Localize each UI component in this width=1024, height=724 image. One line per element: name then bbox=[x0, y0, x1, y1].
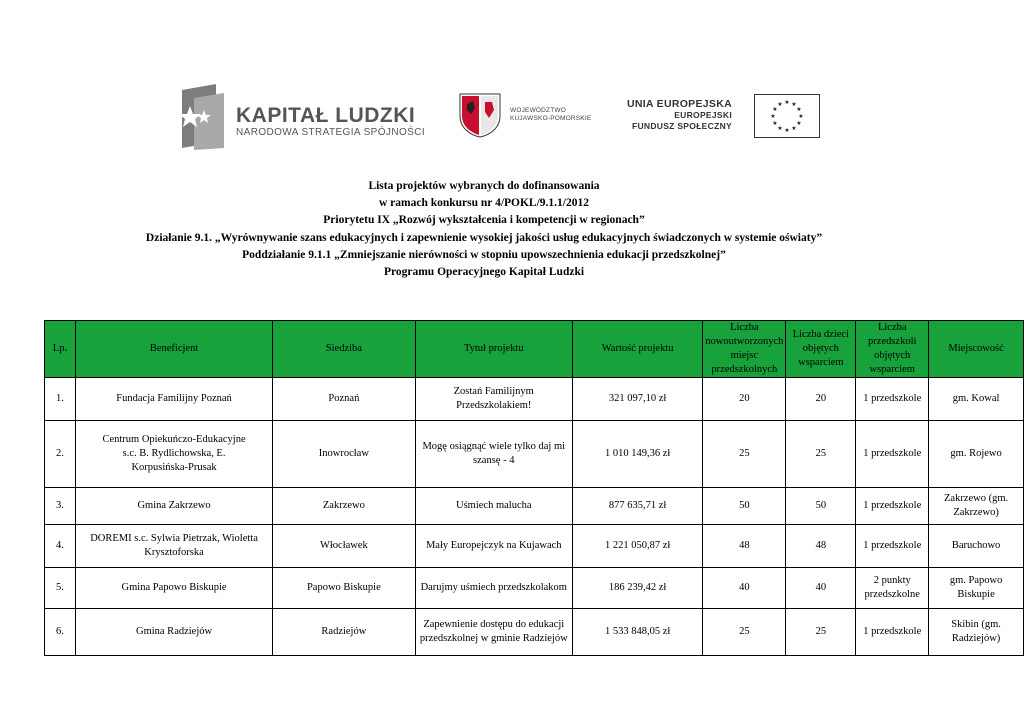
svg-text:★: ★ bbox=[798, 113, 804, 120]
cell-beneficjent: Gmina Papowo Biskupie bbox=[75, 568, 272, 609]
col-header-tytul: Tytuł projektu bbox=[415, 321, 572, 378]
header-line-2: w ramach konkursu nr 4/POKL/9.1.1/2012 bbox=[378, 197, 589, 210]
svg-text:★: ★ bbox=[784, 127, 790, 134]
cell-przedszkoli: 1 przedszkole bbox=[856, 378, 929, 421]
table-row bbox=[45, 421, 1024, 488]
cell-tytul: Mały Europejczyk na Kujawach bbox=[415, 525, 572, 568]
col-header-miejsca: Liczba nowoutworzonych miejsc przedszkolnych bbox=[703, 321, 786, 378]
col-header-beneficjent: Beneficjent bbox=[75, 321, 272, 378]
cell-beneficjent: Gmina Radziejów bbox=[75, 609, 272, 656]
cell-przedszkoli: 1 przedszkole bbox=[856, 421, 929, 488]
eu-stars-flag-icon bbox=[754, 94, 820, 138]
kapital-ludzki-logo bbox=[172, 84, 426, 150]
cell-tytul: Uśmiech malucha bbox=[415, 488, 572, 525]
cell-dzieci: 20 bbox=[786, 378, 856, 421]
cell-lp: 6. bbox=[45, 609, 76, 656]
cell-wartosc: 1 010 149,36 zł bbox=[572, 421, 702, 488]
cell-lp: 1. bbox=[45, 378, 76, 421]
col-header-przedszkoli: Liczba przedszkoli objętych wsparciem bbox=[856, 321, 929, 378]
cell-wartosc: 321 097,10 zł bbox=[572, 378, 702, 421]
svg-text:★: ★ bbox=[796, 106, 802, 113]
document-header bbox=[0, 178, 968, 281]
cell-miejscowosc: Zakrzewo (gm. Zakrzewo) bbox=[929, 488, 1024, 525]
eu-line3: FUNDUSZ SPOŁECZNY bbox=[631, 120, 732, 131]
cell-miejsca: 25 bbox=[703, 609, 786, 656]
kapital-ludzki-title: KAPITAŁ LUDZKI bbox=[236, 104, 416, 127]
table-row bbox=[45, 525, 1024, 568]
cell-dzieci: 50 bbox=[786, 488, 856, 525]
cell-dzieci: 25 bbox=[786, 609, 856, 656]
cell-miejscowosc: gm. Rojewo bbox=[929, 421, 1024, 488]
table-row bbox=[45, 488, 1024, 525]
col-header-siedziba: Siedziba bbox=[273, 321, 415, 378]
cell-miejsca: 20 bbox=[703, 378, 786, 421]
region-logo bbox=[458, 92, 598, 140]
cell-przedszkoli: 2 punkty przedszkolne bbox=[856, 568, 929, 609]
cell-wartosc: 1 221 050,87 zł bbox=[572, 525, 702, 568]
svg-text:★: ★ bbox=[777, 101, 783, 108]
kujawsko-pomorskie-crest-icon bbox=[458, 92, 502, 138]
cell-przedszkoli: 1 przedszkole bbox=[856, 525, 929, 568]
cell-beneficjent: Centrum Opiekuńczo-Edukacyjne s.c. B. Rydlichowska, E. Korpusińska-Prusak bbox=[75, 421, 272, 488]
col-header-miejscowosc: Miejscowość bbox=[929, 321, 1024, 378]
svg-text:★: ★ bbox=[770, 113, 776, 120]
cell-siedziba: Papowo Biskupie bbox=[273, 568, 415, 609]
cell-dzieci: 25 bbox=[786, 421, 856, 488]
cell-przedszkoli: 1 przedszkole bbox=[856, 488, 929, 525]
cell-miejsca: 40 bbox=[703, 568, 786, 609]
cell-lp: 3. bbox=[45, 488, 76, 525]
cell-tytul: Zostań Familijnym Przedszkolakiem! bbox=[415, 378, 572, 421]
cell-siedziba: Zakrzewo bbox=[273, 488, 415, 525]
cell-dzieci: 40 bbox=[786, 568, 856, 609]
cell-siedziba: Inowrocław bbox=[273, 421, 415, 488]
cell-lp: 2. bbox=[45, 421, 76, 488]
header-line-3: Priorytetu IX „Rozwój wykształcenia i kompetencji w regionach” bbox=[323, 214, 645, 227]
cell-przedszkoli: 1 przedszkole bbox=[856, 609, 929, 656]
cell-siedziba: Włocławek bbox=[273, 525, 415, 568]
col-header-dzieci: Liczba dzieci objętych wsparciem bbox=[786, 321, 856, 378]
table-row bbox=[45, 378, 1024, 421]
header-line-1: Lista projektów wybranych do dofinansowania bbox=[368, 180, 600, 192]
svg-text:★: ★ bbox=[772, 106, 778, 113]
cell-miejscowosc: gm. Papowo Biskupie bbox=[929, 568, 1024, 609]
cell-miejsca: 50 bbox=[703, 488, 786, 525]
header-line-4: Działanie 9.1. „Wyrównywanie szans edukacyjnych i zapewnienie wysokiej jakości usług edukacyjnych świadczonych w systemie oświaty” bbox=[145, 231, 823, 244]
header-line-6: Programu Operacyjnego Kapitał Ludzki bbox=[383, 266, 585, 279]
cell-miejscowosc: Skibin (gm. Radziejów) bbox=[929, 609, 1024, 656]
cell-wartosc: 1 533 848,05 zł bbox=[572, 609, 702, 656]
cell-beneficjent: Fundacja Familijny Poznań bbox=[75, 378, 272, 421]
svg-text:★: ★ bbox=[777, 125, 783, 132]
header-line-5: Poddziałanie 9.1.1 „Zmniejszanie nierówności w stopniu upowszechnienia edukacji przedszkolnej” bbox=[242, 248, 726, 261]
cell-wartosc: 877 635,71 zł bbox=[572, 488, 702, 525]
table-row bbox=[45, 609, 1024, 656]
svg-text:★: ★ bbox=[772, 120, 778, 127]
svg-text:★: ★ bbox=[791, 125, 797, 132]
cell-tytul: Darujmy uśmiech przedszkolakom bbox=[415, 568, 572, 609]
region-line2: KUJAWSKO-POMORSKIE bbox=[510, 115, 592, 122]
cell-miejsca: 48 bbox=[703, 525, 786, 568]
cell-lp: 4. bbox=[45, 525, 76, 568]
cell-siedziba: Radziejów bbox=[273, 609, 415, 656]
table-header-row bbox=[45, 321, 1024, 378]
eu-line2: EUROPEJSKI bbox=[674, 110, 732, 120]
kapital-ludzki-subtitle: NARODOWA STRATEGIA SPÓJNOŚCI bbox=[236, 127, 426, 138]
eu-logo bbox=[616, 92, 822, 140]
kapital-ludzki-emblem-icon bbox=[172, 84, 232, 150]
cell-dzieci: 48 bbox=[786, 525, 856, 568]
region-line1: WOJEWÓDZTWO bbox=[510, 107, 566, 114]
cell-miejscowosc: Baruchowo bbox=[929, 525, 1024, 568]
table-row bbox=[45, 568, 1024, 609]
cell-beneficjent: DOREMI s.c. Sylwia Pietrzak, Wioletta Krysztoforska bbox=[75, 525, 272, 568]
cell-beneficjent: Gmina Zakrzewo bbox=[75, 488, 272, 525]
cell-tytul: Mogę osiągnąć wiele tylko daj mi szansę - 4 bbox=[415, 421, 572, 488]
col-header-lp: Lp. bbox=[45, 321, 76, 378]
projects-table bbox=[44, 320, 1024, 656]
svg-text:★: ★ bbox=[784, 99, 790, 106]
svg-text:★: ★ bbox=[791, 101, 797, 108]
cell-miejsca: 25 bbox=[703, 421, 786, 488]
cell-tytul: Zapewnienie dostępu do edukacji przedszkolnej w gminie Radziejów bbox=[415, 609, 572, 656]
cell-wartosc: 186 239,42 zł bbox=[572, 568, 702, 609]
eu-line1: UNIA EUROPEJSKA bbox=[626, 98, 732, 110]
cell-lp: 5. bbox=[45, 568, 76, 609]
cell-siedziba: Poznań bbox=[273, 378, 415, 421]
col-header-wartosc: Wartość projektu bbox=[572, 321, 702, 378]
cell-miejscowosc: gm. Kowal bbox=[929, 378, 1024, 421]
svg-text:★: ★ bbox=[796, 120, 802, 127]
